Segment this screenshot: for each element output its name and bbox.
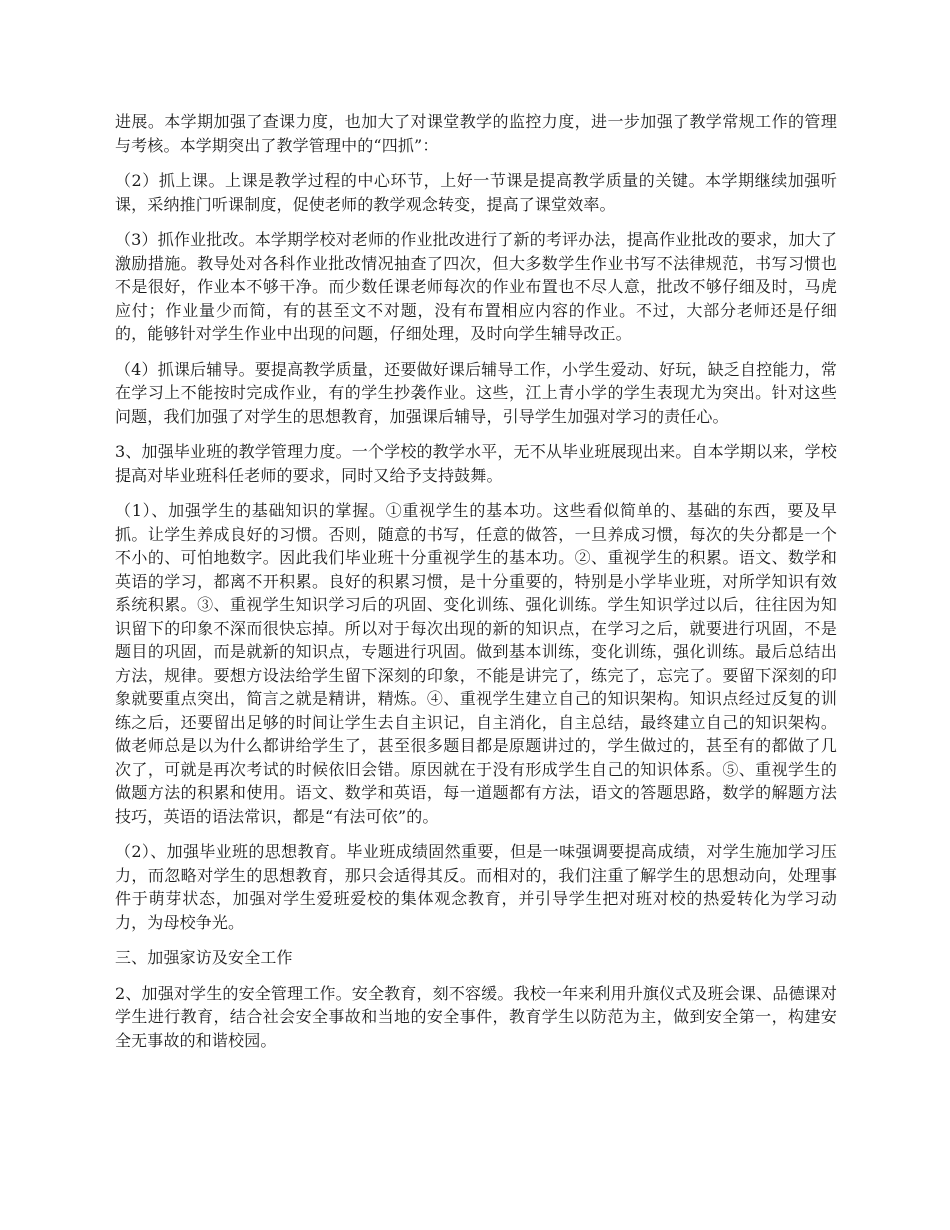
paragraph-intro-progress: 进展。本学期加强了查课力度，也加大了对课堂教学的监控力度，进一步加强了教学常规工作的管理与考核。本学期突出了教学管理中的“四抓”： xyxy=(115,112,837,155)
paragraph-graduating-class-management: 3、加强毕业班的教学管理力度。一个学校的教学水平，无不从毕业班展现出来。自本学期以来，学校提高对毕业班科任老师的要求，同时又给予支持鼓舞。 xyxy=(115,442,837,485)
section-heading-home-visits-safety: 三、加强家访及安全工作 xyxy=(115,948,293,967)
paragraph-safety-management: 2、加强对学生的安全管理工作。安全教育，刻不容缓。我校一年来利用升旗仪式及班会课、品德课对学生进行教育，结合社会安全事故和当地的安全事件，教育学生以防范为主，做到安全第一，构建安全无事故的和谐校园。 xyxy=(115,983,837,1050)
paragraph-basic-knowledge: （1）、加强学生的基础知识的掌握。①重视学生的基本功。这些看似简单的、基础的东西，要及早抓。让学生养成良好的习惯。否则，随意的书写，任意的做答，一旦养成习惯，每次的失分都是一个不小的、可怕地数字。因此我们毕业班十分重视学生的基本功。②、重视学生的积累。语文、数学和英语的学习，都离不开积累。良好的积累习惯，是十分重要的，特别是小学毕业班，对所学知识有效系统积累。③、重视学生知识学习后的巩固、变化训练、强化训练。学生知识学过以后，往往因为知识留下的印象不深而很快忘掉。所以对于每次出现的新的知识点，在学习之后，就要进行巩固，不是题目的巩固，而是就新的知识点，专题进行巩固。做到基本训练，变化训练，强化训练。最后总结出方法，规律。要想方设法给学生留下深刻的印象，不能是讲完了，练完了，忘完了。要留下深刻的印象就要重点突出，简言之就是精讲，精炼。④、重视学生建立自己的知识架构。知识点经过反复的训练之后，还要留出足够的时间让学生去自主识记，自主消化，自主总结，最终建立自己的知识架构。做老师总是以为什么都讲给学生了，甚至很多题目都是原题讲过的，学生做过的，甚至有的都做了几次了，可就是再次考试的时候依旧会错。原因就在于没有形成学生自己的知识体系。⑤、重视学生的做题方法的积累和使用。语文、数学和英语，每一道题都有方法，语文的答题思路，数学的解题方法技巧，英语的语法常识，都是“有法可依”的。 xyxy=(115,501,837,826)
paragraph-ideological-education: （2）、加强毕业班的思想教育。毕业班成绩固然重要，但是一味强调要提高成绩，对学生施加学习压力，而忽略对学生的思想教育，那只会适得其反。而相对的，我们注重了解学生的思想动向，处理事件于萌芽状态，加强对学生爱班爱校的集体观念教育，并引导学生把对班对校的热爱转化为学习动力，为母校争光。 xyxy=(115,842,837,932)
paragraph-after-class-tutoring: （4）抓课后辅导。要提高教学质量，还要做好课后辅导工作，小学生爱动、好玩，缺乏自控能力，常在学习上不能按时完成作业，有的学生抄袭作业。这些，江上青小学的学生表现尤为突出。针对这些问题，我们加强了对学生的思想教育，加强课后辅导，引导学生加强对学习的责任心。 xyxy=(115,359,837,426)
document-body xyxy=(115,110,837,1064)
paragraph-homework-grading: （3）抓作业批改。本学期学校对老师的作业批改进行了新的考评办法，提高作业批改的要求，加大了激励措施。教导处对各科作业批改情况抽查了四次，但大多数学生作业书写不法律规范，书写习惯也不是很好，作业本不够干净。而少数任课老师每次的作业布置也不尽人意，批改不够仔细及时，马虎应付；作业量少而简，有的甚至文不对题，没有布置相应内容的作业。不过，大部分老师还是仔细的，能够针对学生作业中出现的问题，仔细处理，及时向学生辅导改正。 xyxy=(115,230,837,343)
paragraph-lesson-supervision: （2）抓上课。上课是教学过程的中心环节，上好一节课是提高教学质量的关键。本学期继续加强听课，采纳推门听课制度，促使老师的教学观念转变，提高了课堂效率。 xyxy=(115,171,837,214)
